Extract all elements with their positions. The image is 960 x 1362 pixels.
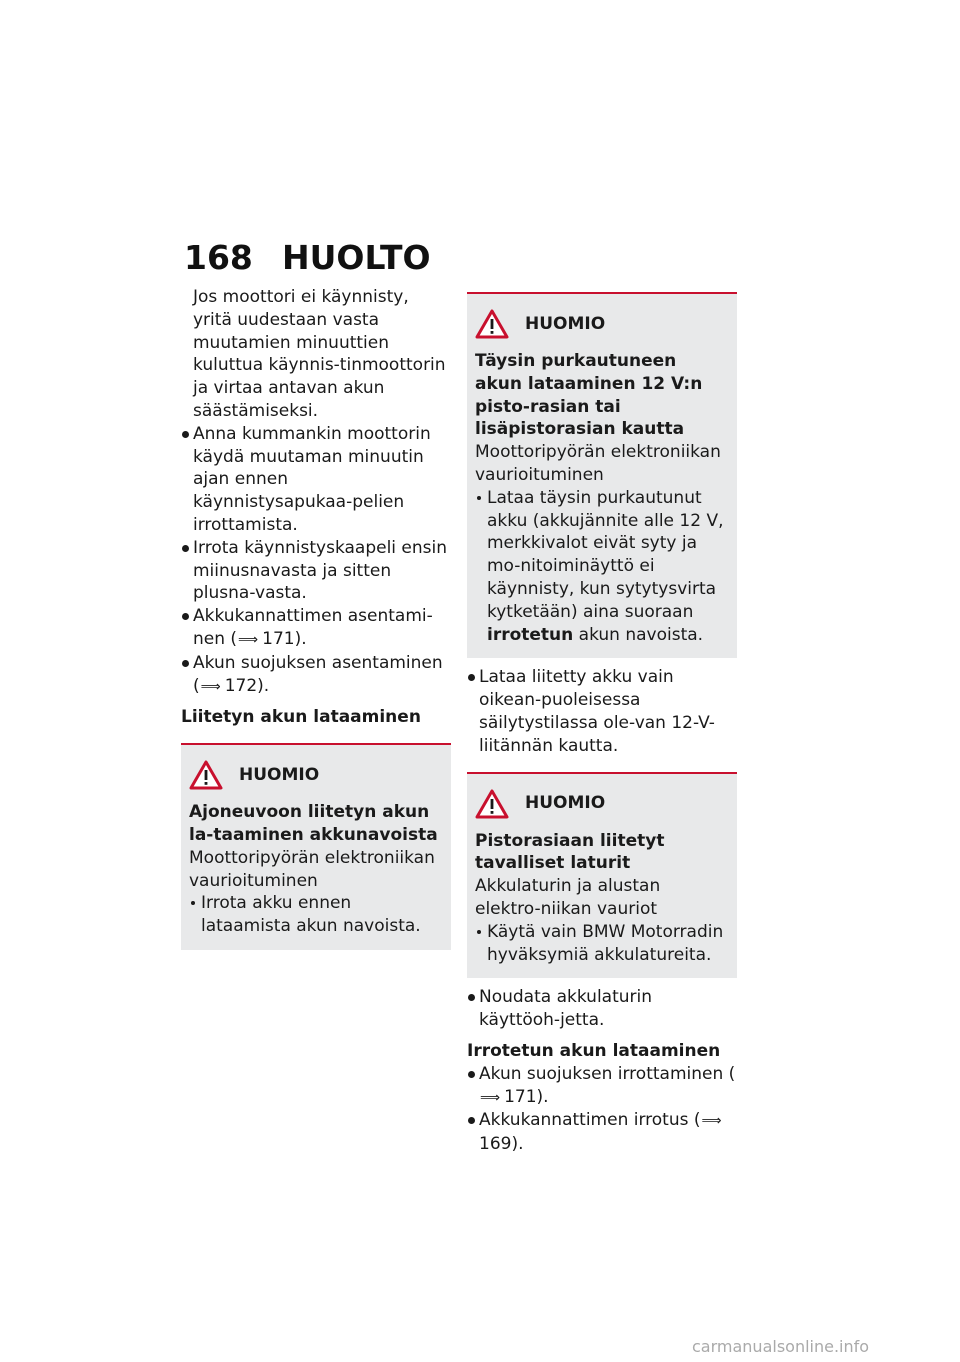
notice-title: Pistorasiaan liitetyt tavalliset laturit [475, 830, 665, 874]
list-item: Irrota akku ennen lataamista akun navoista. [189, 892, 443, 938]
page-reference-arrow-icon: ⟹ [701, 1113, 722, 1130]
list-item [467, 986, 737, 1032]
page-reference-arrow-icon: ⟹ [200, 678, 221, 695]
notice-title: Täysin purkautuneen akun lataaminen 12 V:n pisto-rasian tai lisäpistorasian kautta [475, 351, 703, 440]
list-item [467, 1063, 737, 1110]
notice-box [467, 772, 737, 979]
list-item-text: Anna kummankin moottorin käydä muutaman minuutin ajan ennen käynnistysapukaa-pelien irrottamista. [193, 423, 431, 535]
list-item-text: akun navoista. [578, 624, 704, 645]
list-item-text: Noudata akkulaturin käyttöoh-jetta. [479, 987, 653, 1031]
warning-triangle-icon [189, 760, 223, 790]
page-reference-link[interactable]: 171). [504, 1086, 549, 1107]
list-item-text: Irrota käynnistyskaapeli ensin miinusnavasta ja sitten plusna-vasta. [193, 537, 448, 604]
right-bullet-list-2 [467, 986, 737, 1032]
list-item [181, 423, 451, 537]
page-reference-link[interactable]: 171). [262, 628, 307, 649]
footer-watermark: carmanualsonline.info [692, 1337, 870, 1356]
notice-list [189, 892, 443, 938]
notice-description: Moottoripyörän elektroniikan vaurioituminen [475, 442, 721, 485]
notice-label: HUOMIO [239, 764, 320, 785]
list-item [181, 652, 451, 699]
list-item-text: Akkukannattimen asentami-nen ( [193, 606, 433, 649]
list-item-text: Akun suojuksen asentaminen ( [193, 652, 443, 696]
notice-list [475, 921, 729, 967]
notice-label: HUOMIO [525, 793, 606, 814]
notice-box [467, 292, 737, 658]
list-item [475, 487, 729, 647]
list-item [467, 666, 737, 757]
list-item [467, 1109, 737, 1156]
warning-triangle-icon [475, 789, 509, 819]
notice-title: Ajoneuvoon liitetyn akun la-taaminen akkunavoista [189, 802, 438, 845]
notice-box [181, 743, 451, 950]
list-item-text: Lataa täysin purkautunut akku (akkujännite alle 12 V, merkkivalot eivät syty ja mo-nitoiminäyttö ei käynnisty, kun sytytysvirta kytketään) aina suoraan [487, 487, 724, 622]
notice-header [475, 304, 729, 344]
list-item [181, 537, 451, 605]
subheading-removed-battery: Irrotetun akun lataaminen [467, 1040, 721, 1061]
notice-description: Akkulaturin ja alustan elektro-niikan vauriot [475, 876, 661, 919]
list-item: Käytä vain BMW Motorradin hyväksymiä akkulatureita. [475, 921, 729, 967]
notice-header [189, 755, 443, 795]
left-column [181, 286, 451, 958]
right-bullet-list-3 [467, 1063, 737, 1156]
intro-paragraph: Jos moottori ei käynnisty, yritä uudestaan vasta muutamien minuuttien kuluttua käynnis-tinmoottorin ja virtaa antavan akun säästämiseksi. [193, 287, 446, 421]
page-reference-link[interactable]: 172). [224, 675, 270, 696]
warning-triangle-icon [475, 309, 509, 339]
left-bullet-list [181, 423, 451, 699]
notice-header [475, 784, 729, 824]
emphasis-text: irrotetun [487, 624, 574, 645]
list-item [181, 605, 451, 652]
list-item-text: Akun suojuksen irrottaminen ( [479, 1063, 736, 1084]
right-bullet-list [467, 666, 737, 757]
notice-description: Moottoripyörän elektroniikan vaurioituminen [189, 847, 435, 891]
section-title: HUOLTO [282, 238, 431, 277]
notice-label: HUOMIO [525, 313, 606, 334]
notice-list [475, 487, 729, 647]
page-reference-arrow-icon: ⟹ [480, 1089, 501, 1106]
page-reference-arrow-icon: ⟹ [238, 631, 259, 648]
page-number: 168 [184, 238, 253, 277]
list-item-text: Lataa liitetty akku vain oikean-puoleisessa säilytystilassa ole-van 12-V-liitännän kautta. [479, 667, 715, 756]
page-reference-link[interactable]: 169). [479, 1134, 524, 1155]
list-item-text: Akkukannattimen irrotus ( [479, 1110, 701, 1131]
subheading-connected-battery: Liitetyn akun lataaminen [181, 707, 421, 728]
right-column [467, 286, 737, 1156]
